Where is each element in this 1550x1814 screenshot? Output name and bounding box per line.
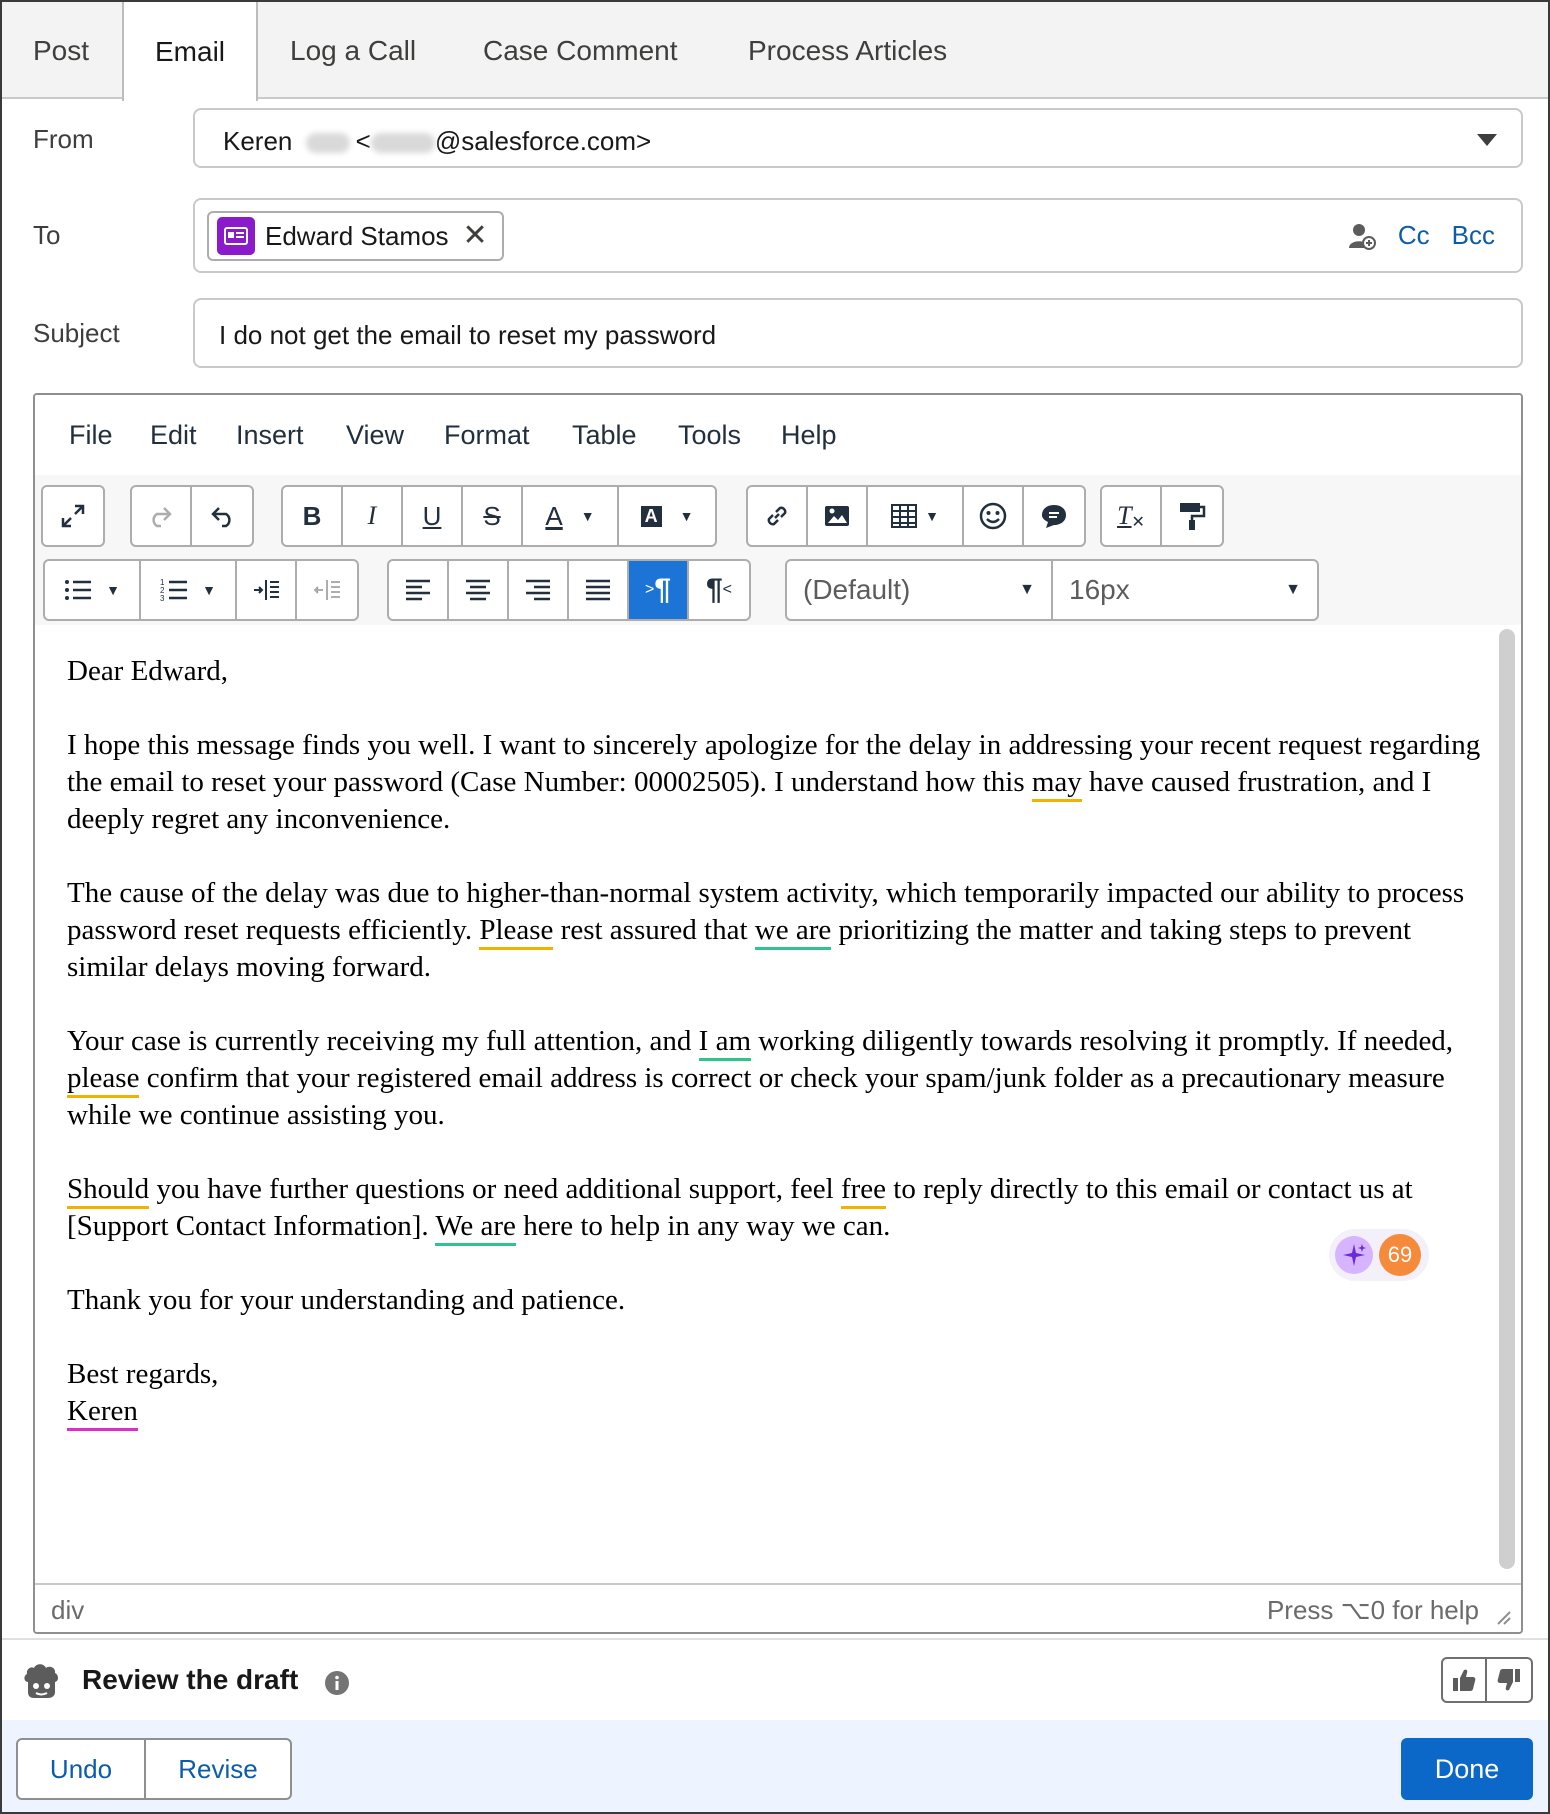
- from-select[interactable]: [193, 108, 1523, 168]
- text-format-group: [281, 485, 717, 547]
- greeting-line: Dear Edward,: [67, 655, 229, 687]
- history-group: [130, 485, 254, 547]
- fullscreen-icon[interactable]: [43, 487, 103, 545]
- add-contact-icon[interactable]: [1348, 222, 1376, 250]
- style-suggestion[interactable]: I am: [699, 1025, 751, 1061]
- closing-line: Best regards,: [67, 1358, 219, 1390]
- body-paragraph-4: Should you have further questions or need additional support, feel free to reply directly to this email or contact us at [Support Contact Information]. We are here to help in any way we can.: [67, 1171, 1491, 1245]
- review-title: Review the draft: [82, 1664, 299, 1695]
- link-icon[interactable]: [748, 487, 808, 545]
- underline-icon[interactable]: U: [403, 487, 463, 545]
- subject-value: I do not get the email to reset my password: [219, 320, 717, 350]
- menu-edit[interactable]: Edit: [150, 420, 197, 450]
- insert-group: [746, 485, 1086, 547]
- font-group: [785, 559, 1319, 621]
- decrease-indent-icon[interactable]: [297, 561, 357, 619]
- writing-assistant-badge[interactable]: [1329, 1229, 1429, 1281]
- font-size-select[interactable]: 16px ▼: [1069, 574, 1301, 605]
- menu-format[interactable]: Format: [444, 420, 530, 450]
- angle-bracket: <: [355, 126, 371, 156]
- justify-icon[interactable]: [569, 561, 629, 619]
- comment-icon[interactable]: [1024, 487, 1084, 545]
- menu-file[interactable]: File: [69, 420, 113, 450]
- einstein-icon: [20, 1660, 62, 1700]
- remove-recipient-icon[interactable]: ✕: [462, 219, 488, 252]
- table-icon[interactable]: ▼: [868, 487, 964, 545]
- review-bar: [2, 1638, 1548, 1720]
- email-body[interactable]: [35, 623, 1491, 1567]
- subject-input[interactable]: [193, 298, 1523, 368]
- background-color-icon[interactable]: A ▼: [619, 487, 715, 545]
- style-suggestion[interactable]: we are: [755, 914, 831, 950]
- editor-menubar: [35, 395, 1521, 475]
- align-center-icon[interactable]: [449, 561, 509, 619]
- body-paragraph-3: Your case is currently receiving my full attention, and I am working diligently towards resolving it promptly. If needed, please confirm that your registered email address is correct or check your spam/junk folder as a precautionary measure while we continue assisting you.: [67, 1025, 1454, 1131]
- menu-view[interactable]: View: [346, 420, 405, 450]
- grammar-suggestion[interactable]: Should: [67, 1173, 149, 1209]
- tab-email[interactable]: Email: [122, 2, 258, 101]
- grammar-suggestion[interactable]: may: [1032, 766, 1082, 802]
- bcc-link[interactable]: Bcc: [1451, 220, 1495, 250]
- font-size-value: 16px: [1069, 574, 1130, 605]
- font-family-select[interactable]: (Default) ▼: [787, 561, 1053, 619]
- from-label: From: [33, 124, 94, 154]
- body-paragraph-2: The cause of the delay was due to higher-than-normal system activity, which temporarily impacted our ability to process password reset requests efficiently. Please rest assured that we are prioritizing the matter and taking steps to prevent similar delays moving forward.: [67, 877, 1465, 983]
- from-name: Keren: [223, 126, 293, 156]
- svg-text:2: 2: [160, 586, 165, 595]
- signature-line: [67, 1393, 1491, 1430]
- menu-tools[interactable]: Tools: [678, 420, 742, 450]
- right-to-left-icon[interactable]: ¶ <: [705, 573, 733, 606]
- element-path[interactable]: div: [51, 1595, 85, 1625]
- italic-icon[interactable]: I: [343, 487, 403, 545]
- bullet-list-icon[interactable]: ▼: [45, 561, 141, 619]
- thumbs-down-icon[interactable]: [1487, 1659, 1531, 1701]
- tab-post[interactable]: Post: [33, 34, 90, 66]
- redacted-username: [371, 133, 435, 153]
- sparkle-icon[interactable]: [1335, 1236, 1373, 1274]
- tab-process-articles[interactable]: Process Articles: [748, 34, 948, 66]
- to-field[interactable]: [193, 198, 1523, 273]
- body-paragraph-5: Thank you for your understanding and patience.: [67, 1284, 626, 1316]
- cc-link[interactable]: Cc: [1397, 220, 1430, 250]
- font-family-value: (Default): [803, 574, 911, 605]
- feedback-buttons: [1441, 1657, 1533, 1703]
- image-icon[interactable]: [808, 487, 868, 545]
- align-right-icon[interactable]: [509, 561, 569, 619]
- to-label: To: [33, 220, 61, 250]
- editor-statusbar: [35, 1583, 1521, 1634]
- info-icon[interactable]: [324, 1670, 350, 1696]
- bold-icon[interactable]: B: [283, 487, 343, 545]
- from-value: [223, 126, 651, 157]
- spelling-suggestion[interactable]: Keren: [67, 1395, 138, 1431]
- svg-text:1: 1: [160, 578, 165, 587]
- fullscreen-group: [41, 485, 105, 547]
- left-to-right-icon[interactable]: > ¶: [629, 561, 689, 619]
- revise-button[interactable]: Revise: [144, 1738, 292, 1800]
- undo-button[interactable]: Undo: [16, 1738, 146, 1800]
- thumbs-up-icon[interactable]: [1443, 1659, 1487, 1701]
- alignment-group: [387, 559, 751, 621]
- clear-format-group: [1100, 485, 1224, 547]
- tab-log-a-call[interactable]: Log a Call: [290, 34, 417, 66]
- clear-formatting-icon[interactable]: T ✕: [1102, 487, 1162, 545]
- redo-icon[interactable]: [132, 487, 192, 545]
- strikethrough-icon[interactable]: S: [463, 487, 523, 545]
- grammar-suggestion[interactable]: Please: [479, 914, 553, 950]
- grammar-suggestion[interactable]: please: [67, 1062, 139, 1098]
- rich-text-editor: [33, 393, 1523, 1634]
- menu-table[interactable]: Table: [572, 420, 637, 450]
- subject-label: Subject: [33, 318, 120, 348]
- align-left-icon[interactable]: [389, 561, 449, 619]
- redacted-surname: [306, 133, 350, 153]
- tab-case-comment[interactable]: Case Comment: [483, 34, 678, 66]
- publisher-tabs: [2, 2, 1548, 99]
- numbered-list-icon[interactable]: 1 2 3 ▼: [141, 561, 237, 619]
- recipient-pill[interactable]: [207, 211, 504, 261]
- increase-indent-icon[interactable]: [237, 561, 297, 619]
- menu-help[interactable]: Help: [781, 420, 837, 450]
- resize-handle-icon[interactable]: [1493, 1607, 1511, 1625]
- emoji-icon[interactable]: [964, 487, 1024, 545]
- help-hint: Press ⌥0 for help: [1266, 1595, 1479, 1625]
- suggestion-count-badge[interactable]: 69: [1379, 1234, 1421, 1276]
- undo-icon[interactable]: [192, 487, 252, 545]
- list-group: [43, 559, 359, 621]
- editor-scrollbar[interactable]: [1499, 629, 1515, 1569]
- cc-bcc-area: [1348, 220, 1495, 251]
- from-email-domain: @salesforce.com>: [434, 126, 652, 156]
- svg-text:3: 3: [160, 594, 165, 603]
- contact-card-icon: [217, 217, 255, 255]
- menu-insert[interactable]: Insert: [236, 420, 304, 450]
- grammar-suggestion[interactable]: free: [841, 1173, 886, 1209]
- footer-actions: [2, 1720, 1548, 1812]
- body-paragraph-1: I hope this message finds you well. I want to sincerely apologize for the delay in addressing your recent request regarding the email to reset your password (Case Number: 00002505). I understand how this may have caused frustration, and I deeply regret any inconvenience.: [67, 729, 1481, 835]
- recipient-name: Edward Stamos: [265, 220, 449, 251]
- text-color-icon[interactable]: A ▼: [523, 487, 619, 545]
- chevron-down-icon[interactable]: [1477, 134, 1497, 146]
- style-suggestion[interactable]: We are: [435, 1210, 516, 1246]
- editor-toolbar: [35, 475, 1521, 625]
- format-painter-icon[interactable]: [1162, 487, 1222, 545]
- done-button[interactable]: Done: [1401, 1738, 1533, 1800]
